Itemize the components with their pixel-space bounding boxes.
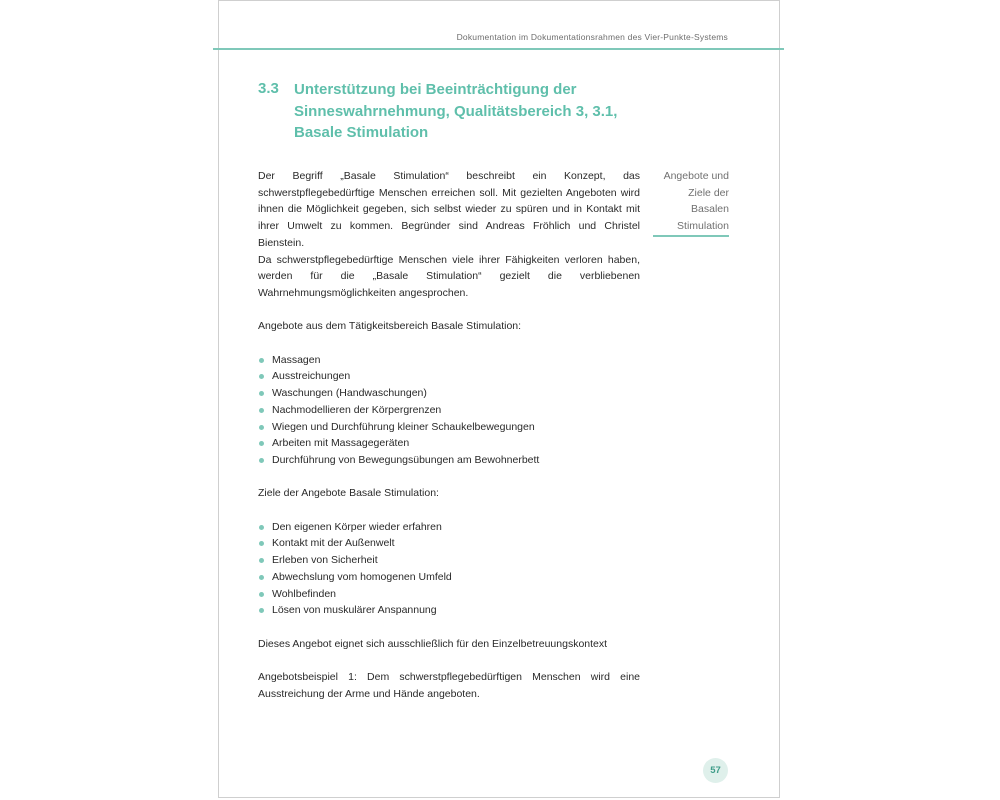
section-title-line: Sinneswahrnehmung, Qualitätsbereich 3, 3.1, [294,102,618,120]
bullet-icon [259,358,264,363]
list-item [258,602,640,619]
list-item [258,552,640,569]
list-item-text: Erleben von Sicherheit [272,554,378,567]
intro-paragraph: Da schwerstpflegebedürftige Menschen viele ihrer Fähigkeiten verloren haben, werden für die „Basale Stimulation“ gezielt die verbliebenen Wahrnehmungsmöglichkeiten angesprochen. [258,253,640,299]
offers-heading: Angebote aus dem Tätigkeitsbereich Basale Stimulation: [258,320,522,333]
margin-note-line: Ziele der [688,186,729,199]
goals-list [258,519,640,619]
list-item-text: Durchführung von Bewegungsübungen am Bewohnerbett [272,453,540,466]
header-rule [213,48,784,50]
list-item-text: Wiegen und Durchführung kleiner Schaukelbewegungen [272,420,535,433]
goals-heading: Ziele der Angebote Basale Stimulation: [258,487,439,500]
context-note: Dieses Angebot eignet sich ausschließlich für den Einzelbetreuungskontext [258,637,608,650]
list-item [258,586,640,603]
bullet-icon [259,458,264,463]
list-item-text: Waschungen (Handwaschungen) [272,387,427,400]
list-item-text: Nachmodellieren der Körpergrenzen [272,403,442,416]
bullet-icon [259,374,264,379]
list-item-text: Arbeiten mit Massagegeräten [272,437,410,450]
section-number: 3.3 [258,80,279,97]
section-title-line: Basale Stimulation [294,124,429,141]
section-title [294,79,644,144]
list-item-text: Abwechslung vom homogenen Umfeld [272,570,452,583]
bullet-icon [259,592,264,597]
list-item [258,435,640,452]
list-item-text: Lösen von muskulärer Anspannung [272,604,437,617]
body-text [258,168,640,702]
bullet-icon [259,391,264,396]
list-item [258,419,640,436]
list-item [258,519,640,536]
list-item [258,368,640,385]
bullet-icon [259,525,264,530]
intro-paragraph: Der Begriff „Basale Stimulation“ beschreibt ein Konzept, das schwerstpflegebedürftige Menschen erreichen soll. Mit gezielten Angeboten wird ihnen die Möglichkeit gegeben, sich selbst wieder zu spüren und in Kontakt mit ihrer Umwelt zu kommen. Begründer sind Andreas Fröhlich und Christel Bienstein. [258,170,640,249]
bullet-icon [259,541,264,546]
list-item [258,569,640,586]
list-item [258,535,640,552]
margin-note-rule [653,235,729,237]
list-item-text: Massagen [272,353,321,366]
example-paragraph: Angebotsbeispiel 1: Dem schwerstpflegebedürftigen Menschen wird eine Ausstreichung der Arme und Hände angeboten. [258,671,640,700]
bullet-icon [259,558,264,563]
bullet-icon [259,441,264,446]
bullet-icon [259,575,264,580]
margin-note-line: Stimulation [677,220,729,233]
running-head: Dokumentation im Dokumentationsrahmen des Vier-Punkte-Systems [456,32,728,42]
list-item [258,385,640,402]
list-item-text: Ausstreichungen [272,370,351,383]
margin-note [653,168,729,235]
list-item-text: Den eigenen Körper wieder erfahren [272,520,442,533]
list-item [258,452,640,469]
margin-note-line: Angebote und [663,170,729,182]
page-number-badge: 57 [703,758,728,783]
section-title-line: Unterstützung bei Beeinträchtigung der [294,81,577,98]
bullet-icon [259,425,264,430]
list-item [258,402,640,419]
list-item [258,352,640,369]
margin-note-line: Basalen [691,203,729,216]
bullet-icon [259,608,264,613]
list-item-text: Wohlbefinden [272,587,337,600]
bullet-icon [259,408,264,413]
offers-list [258,352,640,469]
list-item-text: Kontakt mit der Außenwelt [272,537,395,550]
